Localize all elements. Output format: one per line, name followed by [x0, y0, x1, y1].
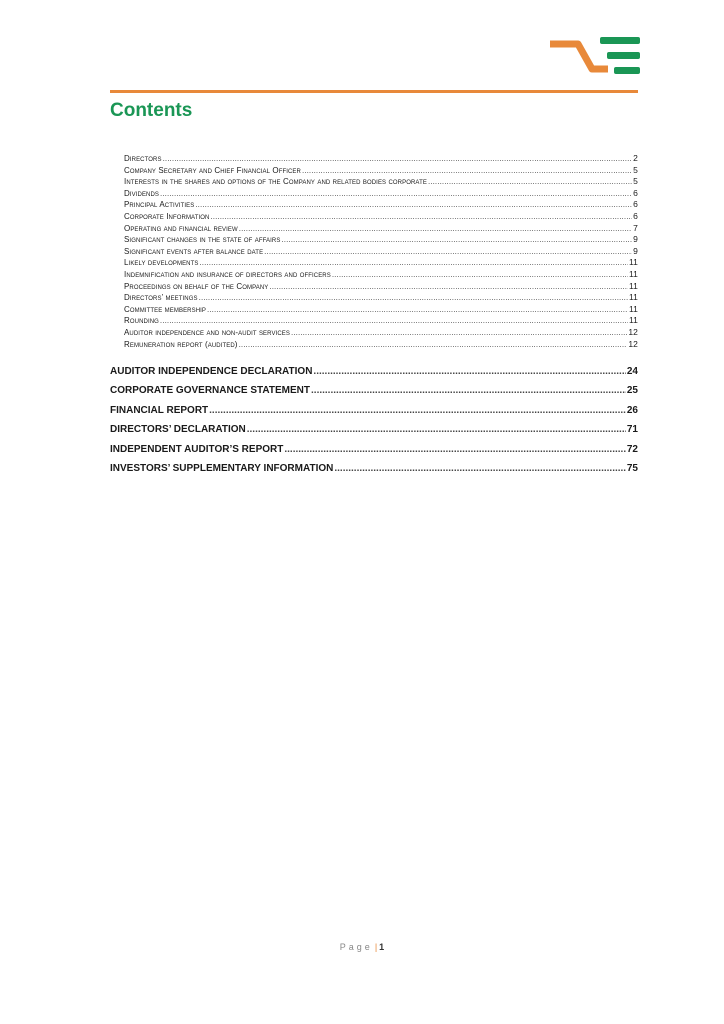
toc-page-number: 11	[628, 292, 638, 303]
dot-leader	[302, 165, 632, 177]
toc-entry-label: Corporate Information	[124, 211, 210, 221]
dot-leader	[284, 443, 626, 457]
toc-entry-label: Rounding	[124, 316, 159, 326]
toc-entry-label: Principal Activities	[124, 200, 195, 210]
page-number: 1	[379, 942, 385, 952]
dot-leader	[311, 384, 626, 398]
page-label: Page	[339, 942, 373, 952]
dot-leader	[334, 462, 626, 476]
toc-section-label: DIRECTORS’ DECLARATION	[110, 424, 246, 436]
header-rule	[110, 90, 638, 93]
dot-leader	[199, 292, 628, 304]
toc-entry[interactable]	[124, 165, 638, 177]
toc-section-entry[interactable]	[110, 457, 638, 477]
toc-entry-label: Company Secretary and Chief Financial Officer	[124, 165, 301, 175]
toc-entry-label: Auditor independence and non-audit services	[124, 327, 290, 337]
toc-section-entry[interactable]	[110, 379, 638, 399]
toc-page-number: 6	[633, 187, 638, 198]
toc-entry[interactable]	[124, 153, 638, 165]
toc-page-number: 26	[626, 404, 638, 416]
toc-page-number: 6	[633, 210, 638, 221]
toc-entry-label: Committee membership	[124, 304, 207, 314]
toc-entry[interactable]	[124, 281, 638, 293]
toc-page-number: 25	[626, 385, 638, 397]
toc-page-number: 5	[633, 164, 638, 175]
toc-entry-label: Dividends	[124, 188, 160, 198]
dot-leader	[163, 153, 633, 165]
toc-page-number: 11	[628, 315, 638, 326]
dot-leader	[264, 246, 632, 258]
toc-page-number: 12	[628, 326, 638, 337]
toc-page-number: 6	[633, 199, 638, 210]
toc-section-label: INVESTORS’ SUPPLEMENTARY INFORMATION	[110, 463, 334, 475]
toc-entry[interactable]	[124, 304, 638, 316]
toc-section-label: FINANCIAL REPORT	[110, 404, 209, 416]
toc-entry[interactable]	[124, 199, 638, 211]
toc-page-number: 11	[628, 303, 638, 314]
toc-entry-label: Operating and financial review	[124, 223, 238, 233]
dot-leader	[313, 365, 625, 379]
toc-section-entry[interactable]	[110, 359, 638, 379]
toc-page-number: 7	[633, 222, 638, 233]
footer-separator: |	[374, 942, 378, 952]
toc-page-number: 11	[628, 268, 638, 279]
dot-leader	[195, 199, 632, 211]
toc-page-number: 9	[633, 234, 638, 245]
toc-page-number: 12	[628, 338, 638, 349]
toc-section-label: AUDITOR INDEPENDENCE DECLARATION	[110, 365, 313, 377]
dot-leader	[269, 281, 628, 293]
toc-entry[interactable]	[124, 176, 638, 188]
toc-page-number: 24	[626, 365, 638, 377]
toc-section-entry[interactable]	[110, 437, 638, 457]
toc-entry[interactable]	[124, 339, 638, 351]
toc-entry-label: Directors’ meetings	[124, 293, 198, 303]
dot-leader	[160, 315, 628, 327]
dot-leader	[199, 257, 627, 269]
toc-entry-label: Significant changes in the state of affairs	[124, 235, 281, 245]
toc-entry-label: Indemnification and insurance of directors and officers	[124, 269, 331, 279]
toc-page-number: 75	[626, 463, 638, 475]
page-footer	[0, 942, 724, 952]
toc-section-label: CORPORATE GOVERNANCE STATEMENT	[110, 385, 311, 397]
toc-page-number: 11	[628, 257, 638, 268]
toc-entry[interactable]	[124, 234, 638, 246]
dot-leader	[247, 423, 626, 437]
dot-leader	[207, 304, 628, 316]
dot-leader	[291, 327, 627, 339]
toc-page-number: 72	[626, 443, 638, 455]
toc-page-number: 11	[628, 280, 638, 291]
page-title: Contents	[110, 100, 193, 121]
toc-entry-label: Likely developments	[124, 258, 199, 268]
toc-entry[interactable]	[124, 257, 638, 269]
toc-entry[interactable]	[124, 223, 638, 235]
toc-entry[interactable]	[124, 292, 638, 304]
dot-leader	[332, 269, 628, 281]
toc-page-number: 9	[633, 245, 638, 256]
toc-entry-label: Proceedings on behalf of the Company	[124, 281, 269, 291]
toc-entry[interactable]	[124, 315, 638, 327]
dot-leader	[281, 234, 632, 246]
toc-entry[interactable]	[124, 327, 638, 339]
dot-leader	[239, 339, 628, 351]
toc-entry-label: Directors	[124, 154, 162, 163]
toc-entry-label: Significant events after balance date	[124, 246, 264, 256]
toc-section-entry[interactable]	[110, 418, 638, 438]
toc-page-number: 5	[633, 176, 638, 187]
toc-entry[interactable]	[124, 211, 638, 223]
table-of-contents	[110, 153, 638, 476]
dot-leader	[428, 176, 632, 188]
toc-section-entry[interactable]	[110, 398, 638, 418]
dot-leader	[239, 223, 632, 235]
dot-leader	[160, 188, 632, 200]
toc-entry[interactable]	[124, 246, 638, 258]
company-logo-icon	[550, 35, 640, 77]
dot-leader	[209, 404, 626, 418]
dot-leader	[210, 211, 632, 223]
toc-entry[interactable]	[124, 188, 638, 200]
toc-entry-label: Interests in the shares and options of the Company and related bodies corporate	[124, 177, 427, 187]
toc-page-number: 71	[626, 424, 638, 436]
toc-page-number: 2	[633, 153, 638, 163]
toc-entry[interactable]	[124, 269, 638, 281]
toc-section-label: INDEPENDENT AUDITOR’S REPORT	[110, 443, 284, 455]
toc-entry-label: Remuneration report (audited)	[124, 339, 238, 349]
